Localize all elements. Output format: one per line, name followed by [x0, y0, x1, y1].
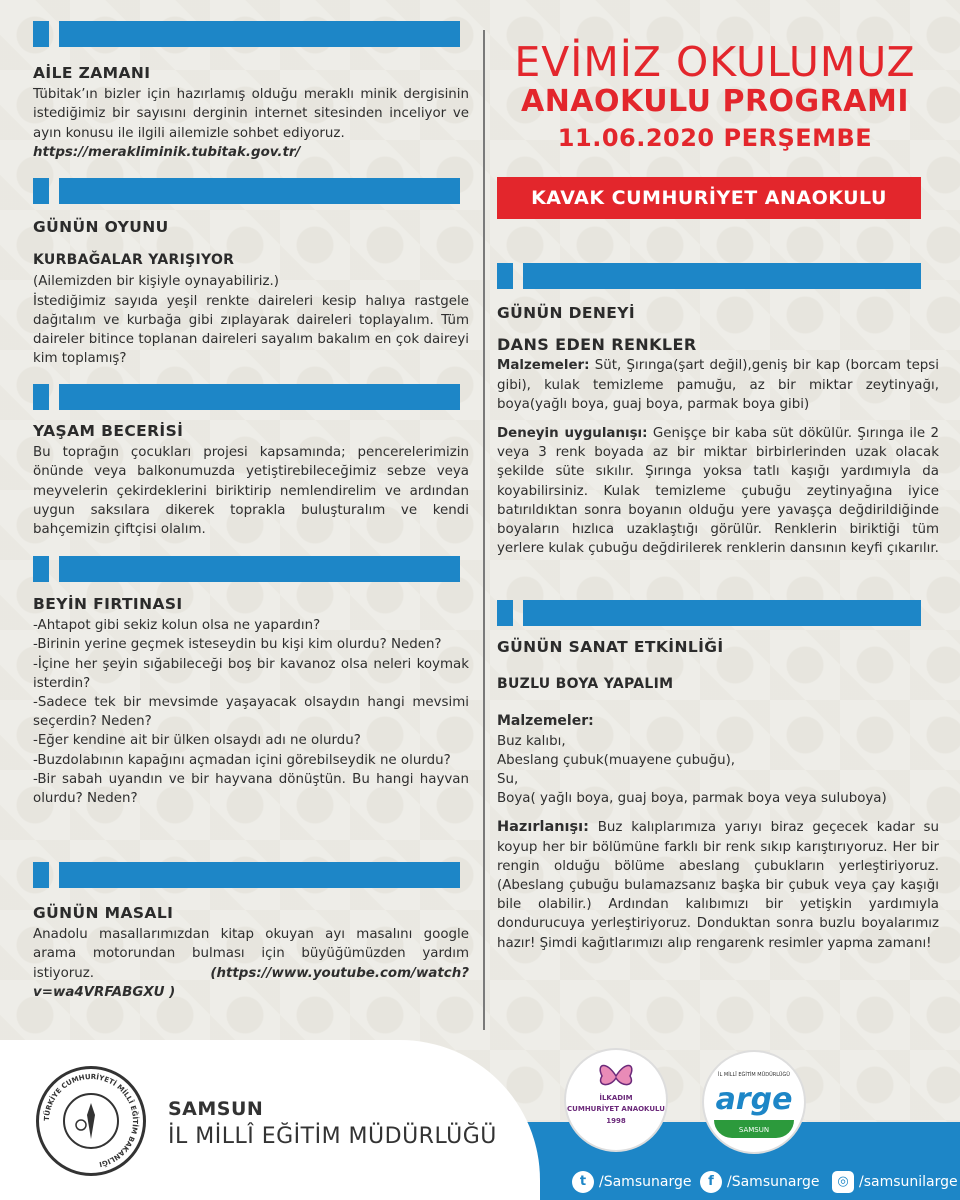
facebook-handle: /Samsunarge	[727, 1174, 820, 1190]
logo1-year: 1998	[606, 1117, 626, 1125]
yasam-becerisi-text: Bu toprağın çocukları projesi kapsamında; pencerelerimizin önünde veya balkonumuzda yetiştirebileceğimiz sebze veya meyvelerin çekirdeklerini biriktirip nemlendirelim ve ardından uygun saksılara dikerek toprakla buluşturalım ve kendi bahçemizin çiftçisi olalım.	[33, 445, 469, 538]
beyin-firtinasi-section	[33, 595, 469, 808]
facebook-icon: f	[700, 1171, 722, 1193]
section-bar	[497, 263, 921, 289]
column-divider	[483, 30, 485, 1030]
facebook-link[interactable]	[700, 1170, 819, 1194]
instagram-handle: /samsunilarge	[859, 1174, 958, 1190]
deney-materials	[497, 356, 939, 414]
section-bar	[33, 556, 460, 582]
sanat-material-item: Boya( yağlı boya, guaj boya, parmak boya veya suluboya)	[497, 791, 887, 807]
sanat-prep-label: Hazırlanışı:	[497, 819, 589, 836]
gunun-deneyi-heading: GÜNÜN DENEYİ	[497, 304, 636, 322]
logo2-main: arge	[715, 1082, 793, 1117]
beyin-item: -İçine her şeyin sığabileceği boş bir kavanoz olsa neleri koymak isterdin?	[33, 656, 469, 691]
gunun-masali-section	[33, 904, 469, 1002]
yasam-becerisi-heading: YAŞAM BECERİSİ	[33, 422, 184, 440]
gunun-oyunu-section	[33, 218, 469, 368]
deney-process-label: Deneyin uygulanışı:	[497, 426, 648, 442]
yasam-becerisi-section	[33, 422, 469, 539]
beyin-item: -Eğer kendine ait bir ülken olsaydı adı ne olurdu?	[33, 733, 361, 749]
seal-text: TÜRKİYE CUMHURİYETİ MİLLÎ EĞİTİM BAKANLIĞI	[42, 1072, 140, 1169]
instagram-link[interactable]	[832, 1170, 958, 1194]
instagram-icon: ◎	[832, 1171, 854, 1193]
org-name: İL MİLLÎ EĞİTİM MÜDÜRLÜĞÜ	[168, 1124, 497, 1149]
arge-logo	[704, 1052, 804, 1152]
gunun-masali-text: Anadolu masallarımızdan kitap okuyan ayı masalını google arama motorundan bulması için büyüğümüzden yardım istiyoruz.	[33, 927, 469, 981]
meb-seal-logo	[36, 1066, 146, 1176]
deney-process-text: Genişçe bir kaba süt dökülür. Şırınga ile 2 veya 3 renk boyada az bir miktar birbirlerinden uzak olacak şekilde süte sıkılır. Şırınga yoksa tatlı kaşığı yardımıyla da koyabilirsiniz. Kulak temizleme çubuğu zeytinyağına iyice batırıldıktan sonra boyanın olduğu yere yavaşça değdirildiğinde boyaların hızlıca uzaklaştığı görülür. Renklerin biriktiği tüm yerlere kulak çubuğu değdirilerek renklerin dansının keyfi çıkarılır.	[497, 426, 940, 557]
deney-process	[497, 424, 939, 558]
beyin-item: -Buzdolabının kapağını açmadan içini görebilseydik ne olurdu?	[33, 752, 451, 768]
butterfly-icon	[596, 1058, 636, 1092]
aile-zamani-url[interactable]: https://merakliminik.tubitak.gov.tr/	[33, 144, 301, 160]
section-bar	[33, 862, 460, 888]
title-line2: ANAOKULU PROGRAMI	[520, 84, 910, 119]
deney-materials-text: Süt, Şırınga(şart değil),geniş bir kap (borcam tepsi gibi), kulak temizleme pamuğu, az bir miktar zeytinyağı, boya(yağlı boya, guaj boya, parmak boya gibi)	[497, 358, 939, 412]
section-bar	[33, 21, 460, 47]
logo1-line2: CUMHURİYET ANAOKULU	[567, 1105, 665, 1113]
sanat-material-item: Buz kalıbı,	[497, 733, 566, 749]
ilkadim-anaokulu-logo	[566, 1050, 666, 1150]
twitter-handle: /Samsunarge	[599, 1174, 692, 1190]
sanat-material-item: Su,	[497, 772, 519, 788]
deney-materials-label: Malzemeler:	[497, 358, 590, 374]
sanat-prep	[497, 818, 939, 952]
sanat-material-item: Abeslang çubuk(muayene çubuğu),	[497, 752, 736, 768]
gunun-masali-heading: GÜNÜN MASALI	[33, 904, 174, 922]
title-date: 11.06.2020 PERŞEMBE	[557, 124, 873, 152]
aile-zamani-section	[33, 64, 469, 162]
section-bar	[33, 178, 460, 204]
beyin-item: -Bir sabah uyandın ve bir hayvana dönüştün. Bu hangi hayvan olurdu? Neden?	[33, 771, 469, 807]
gunun-oyunu-text: İstediğimiz sayıda yeşil renkte daireleri kesip halıya rastgele dağıtalım ve kurbağa gibi zıplayarak daireleri toplayalım. Tüm daireler bitince toplanan daireleri sayalım bakalım en çok daireyi kim toplamış?	[33, 293, 469, 367]
org-city: SAMSUN	[168, 1098, 264, 1120]
gunun-sanat-heading: GÜNÜN SANAT ETKİNLİĞİ	[497, 638, 724, 656]
gunun-deneyi-subtitle: DANS EDEN RENKLER	[497, 335, 697, 355]
sanat-materials-label: Malzemeler:	[497, 713, 594, 730]
school-name-banner: KAVAK CUMHURİYET ANAOKULU	[497, 177, 921, 219]
gunun-oyunu-subtitle: KURBAĞALAR YARIŞIYOR	[33, 252, 235, 269]
aile-zamani-text: Tübitak’ın bizler için hazırlamış olduğu meraklı minik dergisinin istediğimiz bir sayısını derginin internet sitesinden inceliyor ve ayın konusu ile ilgili ailemizle sohbet ediyoruz.	[33, 87, 469, 141]
beyin-firtinasi-heading: BEYİN FIRTINASI	[33, 595, 183, 613]
beyin-item: -Ahtapot gibi sekiz kolun olsa ne yapardın?	[33, 618, 321, 634]
title-line1: EVİMİZ OKULUMUZ	[514, 38, 916, 86]
beyin-item: -Sadece tek bir mevsimde yaşayacak olsaydın hangi mevsimi seçerdin? Neden?	[33, 695, 469, 730]
gunun-oyunu-heading: GÜNÜN OYUNU	[33, 218, 169, 236]
twitter-link[interactable]	[572, 1170, 691, 1194]
logo2-top: İL MİLLÎ EĞİTİM MÜDÜRLÜĞÜ	[718, 1072, 790, 1078]
section-bar	[33, 384, 460, 410]
beyin-item: -Birinin yerine geçmek isteseydin bu kişi kim olurdu? Neden?	[33, 637, 442, 653]
gunun-deneyi-section	[497, 304, 939, 558]
logo2-bottom: SAMSUN	[738, 1126, 770, 1134]
aile-zamani-heading: AİLE ZAMANI	[33, 64, 151, 82]
seal-ring-icon	[39, 1069, 143, 1173]
gunun-sanat-section	[497, 638, 939, 953]
twitter-icon: t	[572, 1171, 594, 1193]
gunun-masali-url[interactable]: (https://www.youtube.com/watch?v=wa4VRFABGXU )	[33, 965, 469, 1000]
gunun-oyunu-note: (Ailemizden bir kişiyle oynayabiliriz.)	[33, 274, 279, 290]
logo1-line1: İLKADIM	[599, 1094, 633, 1102]
gunun-sanat-subtitle: BUZLU BOYA YAPALIM	[497, 676, 674, 693]
section-bar	[497, 600, 921, 626]
sanat-prep-text: Buz kalıplarımıza yarıyı biraz geçecek kadar su koyup her bir bölümüne farklı bir renk sıkıp karıştırıyoruz. Her bir rengin olduğu bölüme abeslang çubukların yerleştiriyoruz. (Abeslang çubuğu bulamazsanız başka bir çubuk veya çay kaşığı bile olabilir.) Ardından kalıbımızı bir yetişkin yardımıyla dondurucuya yerleştiriyoruz. Donduktan sonra buzlu boyalarımız hazır! Şimdi kağıtlarımızı alıp rengarenk resimler yapma zamanı!	[497, 820, 939, 951]
